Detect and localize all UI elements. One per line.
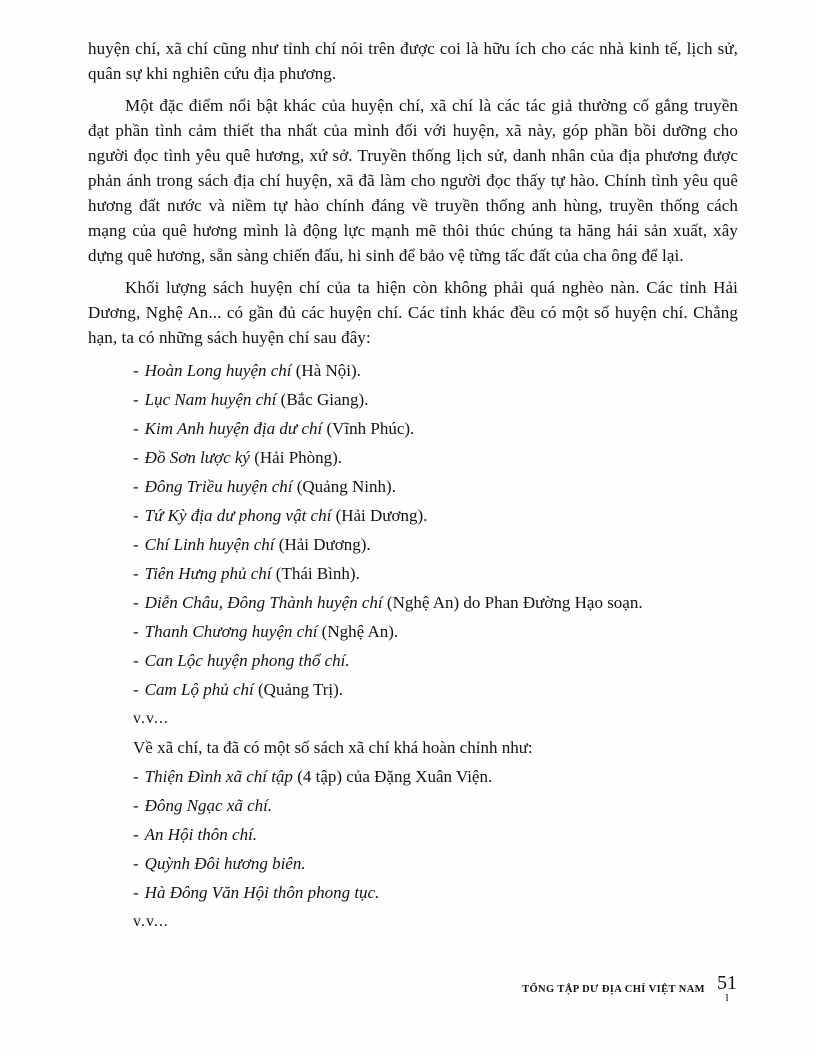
list-item — [133, 501, 738, 530]
book-detail: (Thái Bình). — [271, 564, 360, 583]
page-number-group — [717, 972, 737, 1004]
book-title: Hoàn Long huyện chí — [144, 361, 292, 380]
book-title: Can Lộc huyện phong thổ chí. — [144, 651, 350, 670]
list-dash: - — [133, 390, 139, 409]
paragraph-characteristics: Một đặc điểm nổi bật khác của huyện chí, xã chí là các tác giả thường cố gắng truyền đạt phần tình cảm thiết tha nhất của mình đối với huyện, xã này, góp phần bồi dưỡng cho người đọc tình yêu quê hương, xứ sở. Truyền thống lịch sử, danh nhân của địa phương được phản ánh trong sách địa chí huyện, xã đã làm cho người đọc thấy tự hào. Chính tình yêu quê hương đất nước và niềm tự hào chính đáng về truyền thống anh hùng, truyền thống cách mạng của quê hương mình là động lực mạnh mẽ thôi thúc chúng ta hăng hái sản xuất, xây dựng quê hương, sẵn sàng chiến đấu, hi sinh để bảo vệ từng tấc đất của cha ông để lại. — [88, 96, 738, 265]
book-detail: (Hà Nội). — [291, 361, 361, 380]
book-detail: (Nghệ An). — [317, 622, 399, 641]
list-dash: - — [133, 883, 139, 902]
book-title: Hà Đông Văn Hội thôn phong tục. — [144, 883, 380, 902]
xa-chi-intro: Về xã chí, ta đã có một số sách xã chí khá hoàn chỉnh như: — [133, 738, 533, 757]
book-detail: (4 tập) của Đặng Xuân Viện. — [292, 767, 493, 786]
list-item — [133, 385, 738, 414]
list-item — [133, 356, 738, 385]
list-dash: - — [133, 593, 139, 612]
list-item — [133, 530, 738, 559]
list-item — [133, 675, 738, 704]
list-dash: - — [133, 854, 139, 873]
list-dash: - — [133, 767, 139, 786]
footer-book-title: TỔNG TẬP DƯ ĐỊA CHÍ VIỆT NAM — [522, 984, 705, 995]
book-detail: (Bắc Giang). — [276, 390, 369, 409]
book-title: Quỳnh Đôi hương biên. — [144, 854, 306, 873]
page-footer — [522, 972, 737, 1004]
book-title: Kim Anh huyện địa dư chí — [144, 419, 323, 438]
list-dash: - — [133, 419, 139, 438]
book-title: Đông Triều huyện chí — [144, 477, 293, 496]
list-dash: - — [133, 796, 139, 815]
book-title: Thanh Chương huyện chí — [144, 622, 318, 641]
list-item — [133, 791, 738, 820]
list-dash: - — [133, 506, 139, 525]
list-dash: - — [133, 651, 139, 670]
book-title: Chí Linh huyện chí — [144, 535, 275, 554]
etc-label: v.v... — [133, 710, 169, 727]
book-detail: (Nghệ An) do Phan Đường Hạo soạn. — [382, 593, 643, 612]
list-dash: - — [133, 825, 139, 844]
page-mark: I — [725, 993, 729, 1004]
book-detail: (Vĩnh Phúc). — [322, 419, 415, 438]
book-title: Tứ Kỳ địa dư phong vật chí — [144, 506, 332, 525]
book-detail: (Quảng Ninh). — [292, 477, 396, 496]
list-item — [133, 762, 738, 791]
book-detail: (Hải Dương). — [274, 535, 371, 554]
list-item — [133, 878, 738, 907]
paragraph-volume: Khối lượng sách huyện chí của ta hiện còn không phải quá nghèo nàn. Các tỉnh Hải Dương, Nghệ An... có gần đủ các huyện chí. Các tỉnh khác đều có một số huyện chí. Chẳng hạn, ta có những sách huyện chí sau đây: — [88, 278, 738, 347]
list-item — [133, 588, 738, 617]
list-dash: - — [133, 477, 139, 496]
list-item — [133, 472, 738, 501]
list-dash: - — [133, 448, 139, 467]
book-detail: (Quảng Trị). — [253, 680, 344, 699]
book-title: Tiên Hưng phủ chí — [144, 564, 272, 583]
book-detail: (Hải Dương). — [331, 506, 428, 525]
book-detail: (Hải Phòng). — [249, 448, 343, 467]
list-dash: - — [133, 361, 139, 380]
list-dash: - — [133, 535, 139, 554]
list-item — [133, 849, 738, 878]
book-title: Diễn Châu, Đông Thành huyện chí — [144, 593, 383, 612]
list-item — [133, 559, 738, 588]
book-title: Đông Ngạc xã chí. — [144, 796, 273, 815]
huyen-chi-list — [88, 356, 738, 936]
etc-label: v.v... — [133, 913, 169, 930]
text-column — [88, 36, 738, 936]
book-title: Thiện Đình xã chí tập — [144, 767, 293, 786]
list-item — [133, 443, 738, 472]
book-title: Lục Nam huyện chí — [144, 390, 277, 409]
list-item — [133, 414, 738, 443]
list-item — [133, 617, 738, 646]
list-dash: - — [133, 680, 139, 699]
list-dash: - — [133, 564, 139, 583]
book-title: Đồ Sơn lược ký — [144, 448, 250, 467]
paragraph-continuation: huyện chí, xã chí cũng như tỉnh chí nói trên được coi là hữu ích cho các nhà kinh tế, lịch sử, quân sự khi nghiên cứu địa phương. — [88, 39, 738, 83]
book-title: An Hội thôn chí. — [144, 825, 258, 844]
list-item — [133, 646, 738, 675]
book-title: Cam Lộ phủ chí — [144, 680, 254, 699]
page-number: 51 — [717, 972, 737, 994]
list-dash: - — [133, 622, 139, 641]
list-item — [133, 820, 738, 849]
